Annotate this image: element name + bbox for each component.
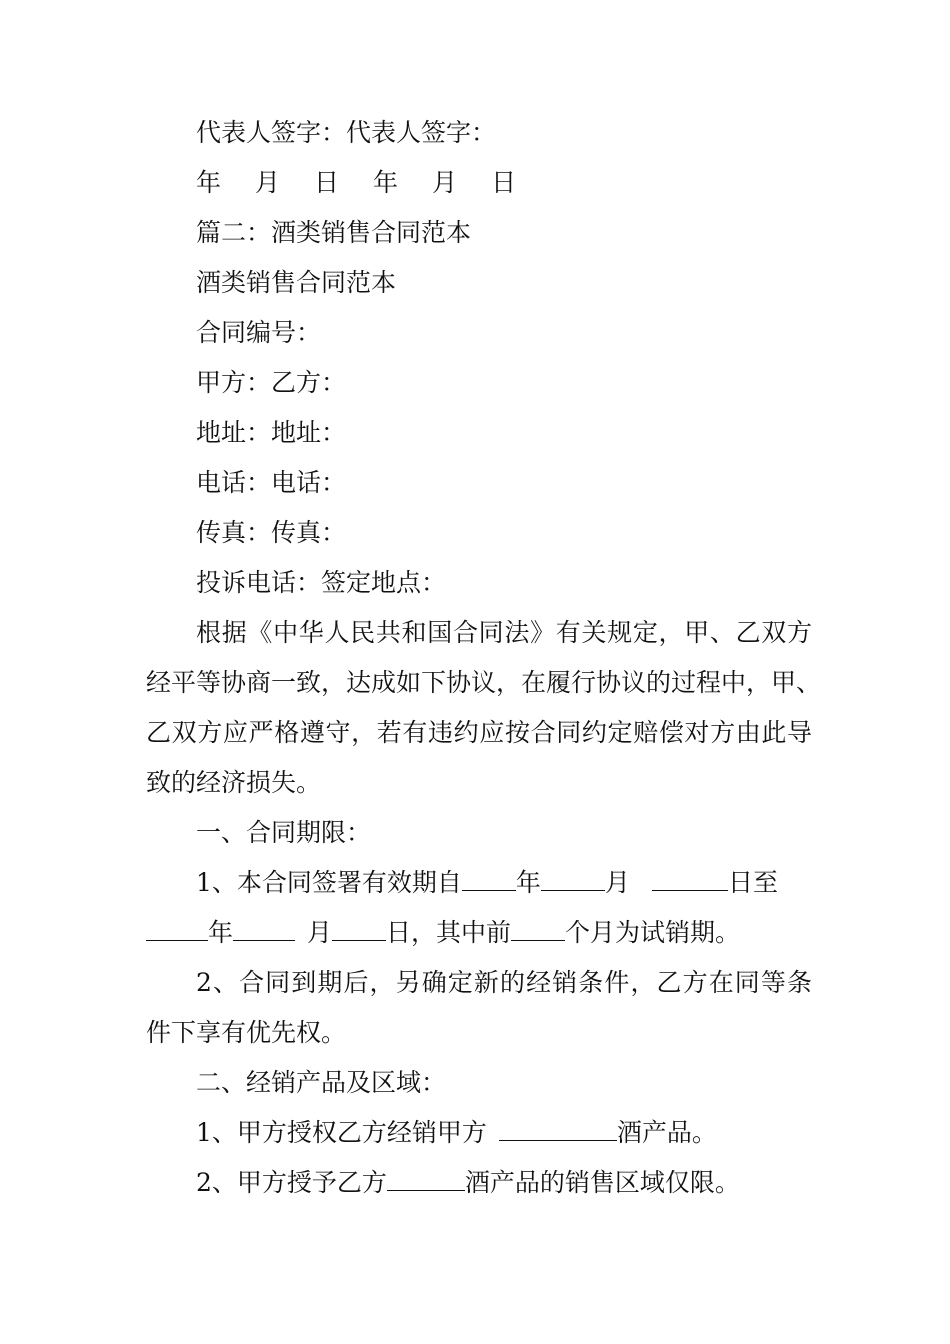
clause-text: 日至 [727, 868, 778, 897]
date-month-label: 月 [432, 168, 458, 197]
clause-text: 酒产品的销售区域仅限。 [464, 1168, 740, 1197]
fill-blank [499, 1116, 617, 1141]
clause-text: 年 [515, 868, 541, 897]
fill-blank [146, 916, 208, 941]
representative-signature-line: 代表人签字：代表人签字： [196, 118, 497, 147]
clause-text: 酒产品。 [616, 1118, 717, 1147]
clause-1-heading: 一、合同期限： [196, 818, 372, 847]
clause-text: 1、本合同签署有效期自 [196, 868, 462, 897]
fill-blank [332, 916, 386, 941]
fill-blank [233, 916, 295, 941]
date-year-label: 年 [196, 168, 222, 197]
signature-date-line [196, 166, 862, 200]
clause-text: 2、甲方授予乙方 [196, 1168, 387, 1197]
clause-text: 年 [208, 918, 234, 947]
fill-blank [387, 1166, 465, 1191]
phone-line: 电话：电话： [196, 468, 347, 497]
address-line: 地址：地址： [196, 418, 347, 447]
clause-text: 个月为试销期。 [565, 918, 741, 947]
fill-blank [652, 866, 728, 891]
fill-blank [462, 866, 516, 891]
preamble-line: 致的经济损失。 [146, 768, 322, 797]
date-year-label: 年 [373, 168, 399, 197]
complaint-line: 投诉电话：签定地点： [196, 568, 447, 597]
document-title: 酒类销售合同范本 [196, 268, 397, 297]
clause-text: 月 [307, 918, 333, 947]
date-month-label: 月 [255, 168, 281, 197]
clause-text: 月 [604, 868, 630, 897]
fill-blank [511, 916, 565, 941]
clause-2-heading: 二、经销产品及区域： [196, 1068, 447, 1097]
clause-text: 1、甲方授权乙方经销甲方 [196, 1118, 487, 1147]
clause-text: 日，其中前 [386, 918, 512, 947]
clause-1-1-line [146, 916, 812, 950]
preamble-line: 乙双方应严格遵守，若有违约应按合同约定赔偿对方由此导 [146, 718, 812, 747]
date-day-label: 日 [491, 168, 517, 197]
date-day-label: 日 [314, 168, 340, 197]
clause-1-2-line: 件下享有优先权。 [146, 1018, 347, 1047]
fax-line: 传真：传真： [196, 518, 347, 547]
clause-2-1-line [196, 1116, 862, 1150]
fill-blank [541, 866, 605, 891]
clause-2-2-line [196, 1166, 862, 1200]
clause-1-2-line: 2、合同到期后，另确定新的经销条件，乙方在同等条 [196, 968, 812, 997]
clause-1-1-line [196, 866, 812, 900]
parties-line: 甲方：乙方： [196, 368, 347, 397]
section-title: 篇二：酒类销售合同范本 [196, 218, 472, 247]
contract-number-line: 合同编号： [196, 318, 322, 347]
preamble-line: 根据《中华人民共和国合同法》有关规定，甲、乙双方 [196, 618, 812, 647]
preamble-line: 经平等协商一致，达成如下协议，在履行协议的过程中，甲、 [146, 668, 822, 697]
